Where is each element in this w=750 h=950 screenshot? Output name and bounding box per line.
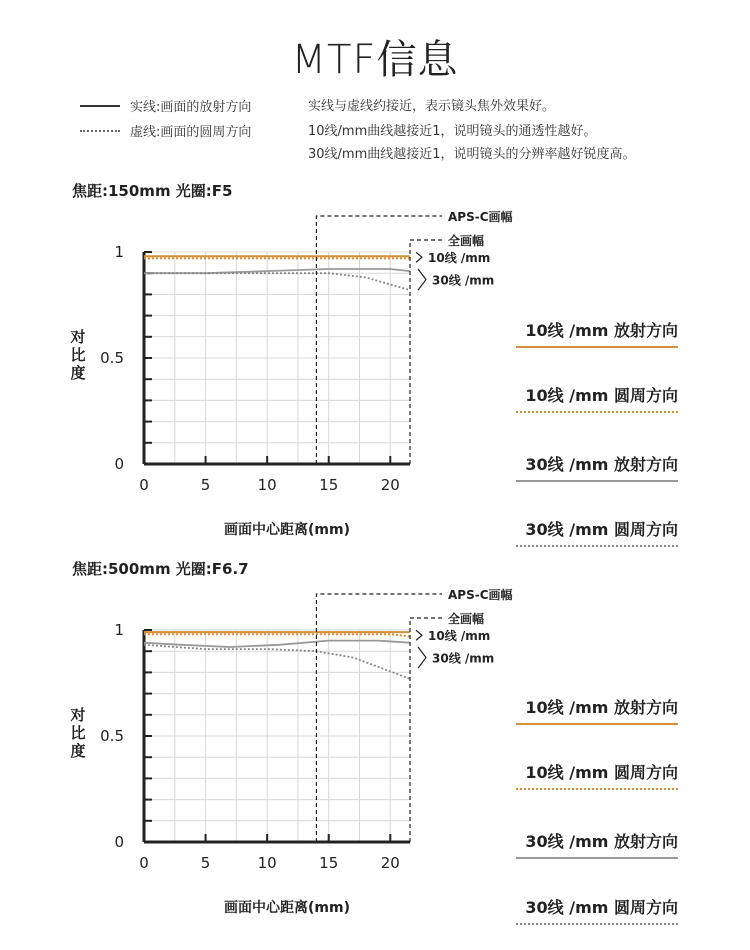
legend-30-radial-2: 30线 /mm 放射方向 xyxy=(516,829,678,859)
x-tick-label: 5 xyxy=(200,476,211,494)
bracket-30-icon xyxy=(418,647,426,668)
legend-30-radial: 30线 /mm 放射方向 xyxy=(516,452,678,482)
legend-10-radial-2: 10线 /mm 放射方向 xyxy=(516,695,678,725)
aps-c-marker xyxy=(316,216,442,464)
x-tick-label: 0 xyxy=(139,476,149,494)
legend-10-circumferential: 10线 /mm 圆周方向 xyxy=(516,383,678,413)
legend-10-circumferential-2: 10线 /mm 圆周方向 xyxy=(516,760,678,790)
y-tick-label: 0.5 xyxy=(100,349,124,367)
chart2-title: 焦距:500mm 光圈:F6.7 xyxy=(72,560,249,578)
y-tick-label: 1 xyxy=(114,621,124,639)
note-2: 10线/mm曲线越接近1，说明镜头的通透性越好。 xyxy=(308,124,597,139)
x-tick-label: 0 xyxy=(139,854,149,872)
aps-c-label: APS-C画幅 xyxy=(448,210,513,224)
mtf-chart-150mm xyxy=(60,200,540,570)
y-axis-label-char: 度 xyxy=(70,742,86,760)
y-axis-label-char: 对 xyxy=(70,328,86,346)
x-axis-label: 画面中心距离(mm) xyxy=(224,522,350,538)
y-tick-label: 0 xyxy=(114,455,124,473)
full-frame-label: 全画幅 xyxy=(448,234,485,248)
label-30lp: 30线 /mm xyxy=(432,651,495,666)
x-tick-label: 15 xyxy=(319,476,339,494)
legend-solid-label: 实线:画面的放射方向 xyxy=(130,100,252,115)
legend-10-radial: 10线 /mm 放射方向 xyxy=(516,318,678,348)
chart1-title: 焦距:150mm 光圈:F5 xyxy=(72,182,233,200)
y-axis-label-char: 比 xyxy=(70,346,86,364)
x-tick-label: 10 xyxy=(257,476,277,494)
note-3: 30线/mm曲线越接近1，说明镜头的分辨率越好锐度高。 xyxy=(308,147,636,162)
label-30lp: 30线 /mm xyxy=(432,273,495,288)
x-tick-label: 20 xyxy=(380,476,400,494)
label-10lp: 10线 /mm xyxy=(428,629,491,644)
x-tick-label: 15 xyxy=(319,854,339,872)
x-axis-label: 画面中心距离(mm) xyxy=(224,900,350,916)
y-tick-label: 1 xyxy=(114,243,124,261)
y-axis-label-char: 度 xyxy=(70,364,86,382)
y-axis-label-char: 比 xyxy=(70,724,86,742)
legend-dotted-label: 虚线:画面的圆周方向 xyxy=(130,125,252,140)
x-tick-label: 10 xyxy=(257,854,277,872)
series-line xyxy=(144,645,410,679)
bracket-30-icon xyxy=(418,269,426,290)
note-1: 实线与虚线约接近，表示镜头焦外效果好。 xyxy=(308,99,556,114)
full-frame-label: 全画幅 xyxy=(448,612,485,626)
series-line xyxy=(144,634,410,636)
arrow-10-icon xyxy=(416,630,422,640)
label-10lp: 10线 /mm xyxy=(428,251,491,266)
y-tick-label: 0 xyxy=(114,833,124,851)
x-tick-label: 5 xyxy=(200,854,211,872)
series-line xyxy=(144,273,410,290)
y-axis-label-char: 对 xyxy=(70,706,86,724)
x-tick-label: 20 xyxy=(380,854,400,872)
legend-30-circumferential-2: 30线 /mm 圆周方向 xyxy=(516,895,678,925)
legend-30-circumferential: 30线 /mm 圆周方向 xyxy=(516,517,678,547)
series-line xyxy=(144,641,410,647)
mtf-chart-500mm xyxy=(60,578,540,948)
dotted-line-icon xyxy=(80,130,120,132)
legend-solid xyxy=(80,96,251,115)
page-title: MTF信息 xyxy=(291,37,459,83)
legend-dotted xyxy=(80,121,251,140)
arrow-10-icon xyxy=(416,252,422,262)
solid-line-icon xyxy=(80,105,120,107)
y-tick-label: 0.5 xyxy=(100,727,124,745)
aps-c-label: APS-C画幅 xyxy=(448,588,513,602)
